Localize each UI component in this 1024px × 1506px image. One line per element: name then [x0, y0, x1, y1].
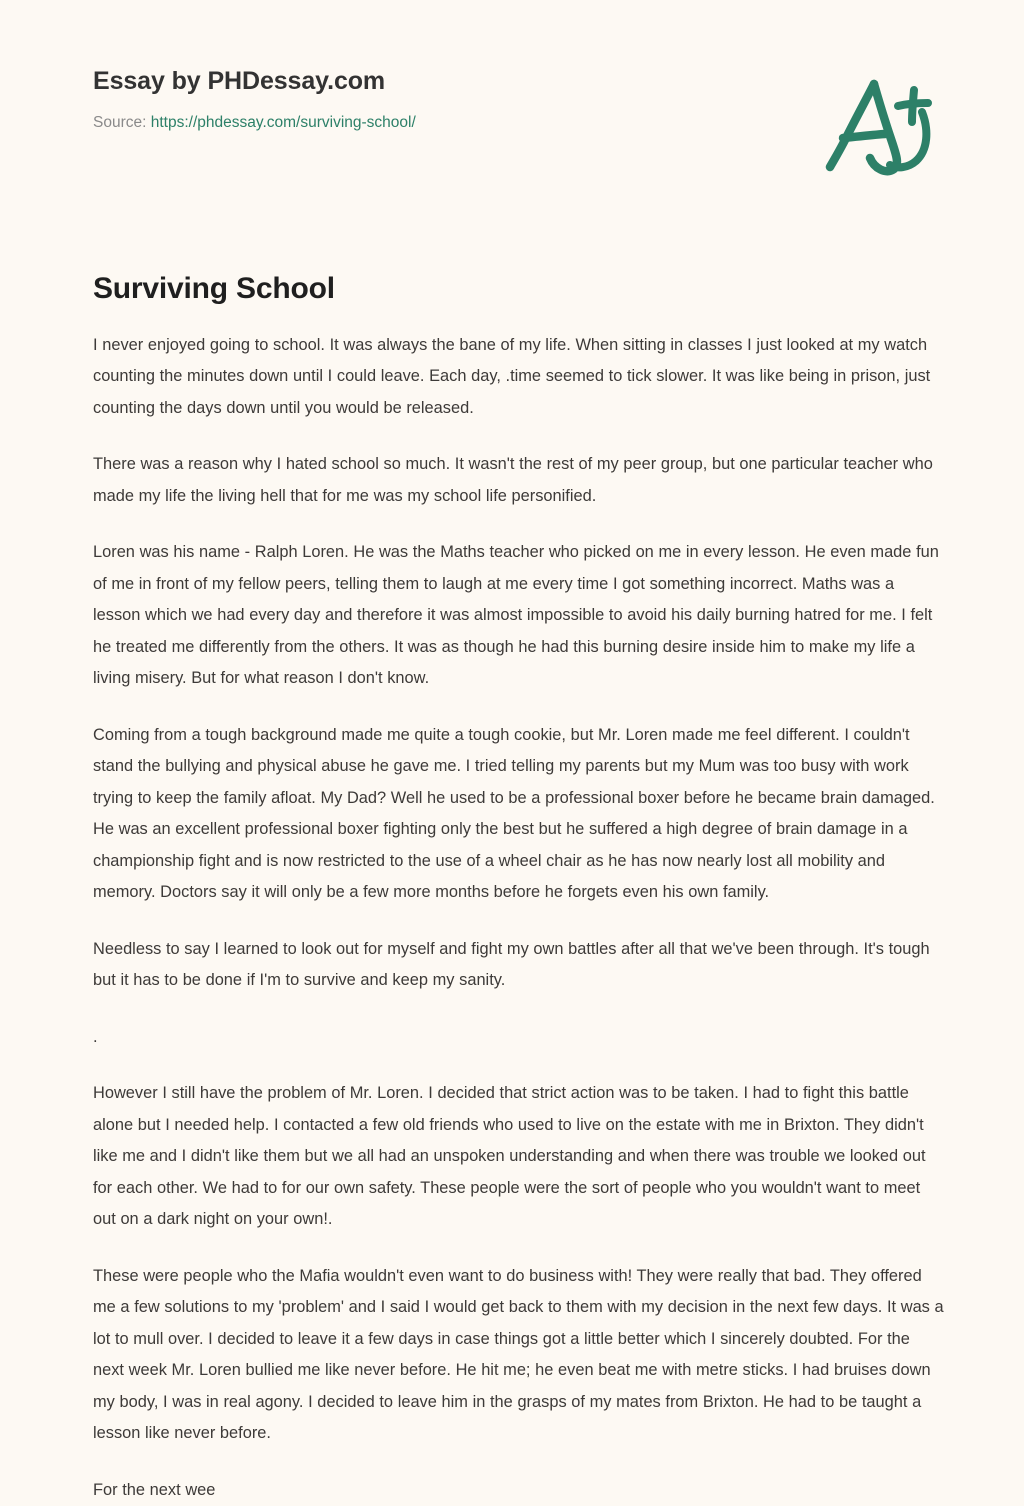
article-paragraph: .	[93, 1022, 945, 1054]
page-title: Surviving School	[93, 178, 945, 308]
article-paragraph: Coming from a tough background made me quite a tough cookie, but Mr. Loren made me feel different. I couldn't stand the bullying and physical abuse he gave me. I tried telling my parents but my Mum was too busy with work trying to keep the family afloat. My Dad? Well he used to be a professional boxer before he became brain damaged. He was an excellent professional boxer fighting only the best but he suffered a high degree of brain damage in a championship fight and is now restricted to the use of a wheel chair as he has now nearly lost all mobility and memory. Doctors say it will only be a few more months before he forgets even his own family.	[93, 720, 945, 909]
article-paragraph: I never enjoyed going to school. It was always the bane of my life. When sitting in classes I just looked at my watch counting the minutes down until I could leave. Each day, .time seemed to tick slower. It was like being in prison, just counting the days down until you would be released.	[93, 330, 945, 425]
source-label: Source:	[93, 114, 146, 131]
article-paragraph: There was a reason why I hated school so much. It wasn't the rest of my peer group, but one particular teacher who made my life the living hell that for me was my school life personified.	[93, 449, 945, 512]
source-link[interactable]: https://phdessay.com/surviving-school/	[151, 114, 416, 131]
article-paragraph: These were people who the Mafia wouldn't even want to do business with! They were really that bad. They offered me a few solutions to my 'problem' and I said I would get back to them with my decision in the next few days. It was a lot to mull over. I decided to leave it a few days in case things got a little better which I sincerely doubted. For the next week Mr. Loren bullied me like never before. He hit me; he even beat me with metre sticks. I had bruises down my body, I was in real agony. I decided to leave him in the grasps of my mates from Brixton. He had to be taught a lesson like never before.	[93, 1261, 945, 1450]
article-body	[93, 308, 945, 1506]
site-header	[0, 0, 1024, 178]
article	[0, 178, 1024, 1506]
article-paragraph: Loren was his name - Ralph Loren. He was the Maths teacher who picked on me in every lesson. He even made fun of me in front of my fellow peers, telling them to laugh at me every time I got something incorrect. Maths was a lesson which we had every day and therefore it was almost impossible to avoid his daily burning hatred for me. I felt he treated me differently from the others. It was as though he had this burning desire inside him to make my life a living misery. But for what reason I don't know.	[93, 537, 945, 695]
header-text-block	[93, 66, 416, 133]
article-paragraph-truncated: For the next wee	[93, 1475, 945, 1506]
source-line	[93, 113, 416, 133]
brand-title: Essay by PHDessay.com	[93, 66, 416, 96]
article-paragraph: Needless to say I learned to look out for myself and fight my own battles after all that we've been through. It's tough but it has to be done if I'm to survive and keep my sanity.	[93, 934, 945, 997]
a-plus-logo-icon	[812, 68, 940, 178]
a-plus-logo	[812, 68, 940, 178]
article-paragraph: However I still have the problem of Mr. Loren. I decided that strict action was to be taken. I had to fight this battle alone but I needed help. I contacted a few old friends who used to live on the estate with me in Brixton. They didn't like me and I didn't like them but we all had an unspoken understanding and when there was trouble we looked out for each other. We had to for our own safety. These people were the sort of people who you wouldn't want to meet out on a dark night on your own!.	[93, 1078, 945, 1236]
